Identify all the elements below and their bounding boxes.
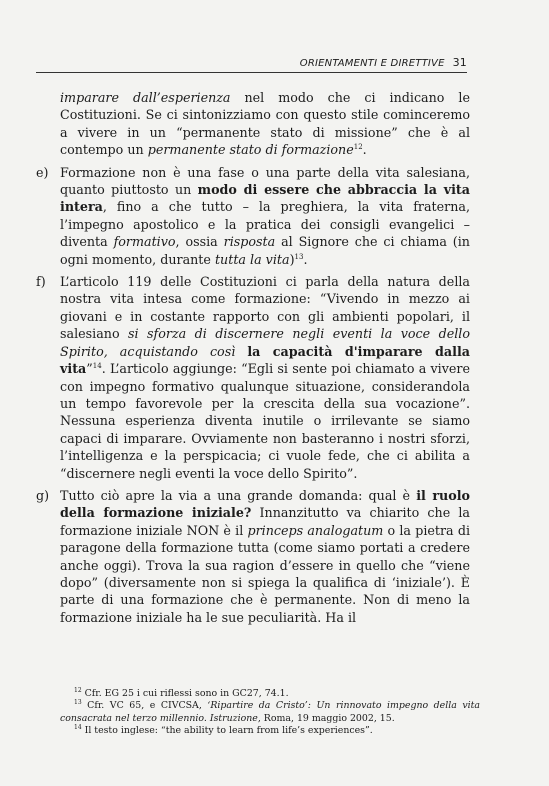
text-run <box>235 344 247 359</box>
footnote-12 <box>60 688 480 700</box>
text-run: nel modo che ci indicano le Costituzioni. Se ci sintonizziamo con questo stile cominceremo a vivere in un “permanente stato di missione” che è al contempo un <box>60 90 470 158</box>
footnote-number: 14 <box>74 724 82 732</box>
list-label-e: e) <box>36 164 49 180</box>
italic-phrase: imparare dall’esperienza <box>60 90 231 105</box>
footnote-ref-13[interactable]: 13 <box>294 252 304 261</box>
text-run: ) <box>289 251 295 267</box>
text-run: L’articolo 119 delle Costituzioni ci parla della natura della nostra vita intesa come formazione: “Vivendo in mezzo ai giovani e in costante rapporto con gli ambienti popolari, il salesiano <box>60 274 470 342</box>
text-run: o la pietra di paragone della formazione tutta (come siamo portati a credere anche oggi). Trova la sua ragion d’essere in quello che “viene dopo” (diversamente non si spiega la qualifica di ‘iniziale’). È parte di una formazione che è permanente. Non di meno la formazione iniziale ha le sue peculiarità. Ha il <box>60 522 470 625</box>
text-run: Tutto ciò apre la via a una grande domanda: qual è <box>60 487 417 503</box>
bold-phrase: modo di essere che abbraccia la vita intera <box>60 182 470 215</box>
paragraph-g <box>36 487 470 626</box>
footnote-italic-title: ‘Ripartire da Cristo’: Un rinnovato impegno della vita consacrata nel terzo millennio. Istruzione <box>60 700 480 724</box>
text-run: , fino a che tutto – la preghiera, la vita fraterna, l’impegno apostolico e la pratica dei consigli evangelici – diventa <box>60 199 470 250</box>
page-number: 31 <box>452 56 467 69</box>
footnote-14 <box>60 725 480 737</box>
footnote-number: 13 <box>74 699 82 707</box>
running-title: ORIENTAMENTI E DIRETTIVE <box>299 58 445 69</box>
list-label-f: f) <box>36 274 46 290</box>
text-run: . L’articolo aggiunge: “Egli si sente poi chiamato a vivere con impegno formativo qualunque situazione, considerandola un tempo favorevole per la crescita della sua vocazione”. Nessuna esperienza diventa inutile o irrilevante se siamo capaci di imparare. Ovviamente non basteranno i nostri sforzi, l’intelligenza e la perspicacia; ci vuole fede, che ci abilita a “discernere negli eventi la voce dello Spirito”. <box>60 361 470 481</box>
text-run: . <box>362 142 367 158</box>
text-run: . <box>303 251 308 267</box>
bold-phrase: il ruolo della formazione iniziale? <box>60 487 470 521</box>
footnote-text: Cfr. VC 65, e CIVCSA, <box>81 700 208 712</box>
main-text <box>36 89 470 626</box>
paragraph-f <box>36 273 470 482</box>
footnote-text: Il testo inglese: “the ability to learn from life’s experiences”. <box>81 725 373 737</box>
bold-phrase: la capacità d'imparare dalla vita <box>60 343 470 377</box>
footnotes <box>60 688 480 738</box>
text-run: ” <box>86 361 93 377</box>
text-run: al Signore che ci chiama (in ogni momento, durante <box>60 234 470 267</box>
intro-paragraph <box>36 89 470 159</box>
footnote-text: , Roma, 19 maggio 2002, 15. <box>257 712 395 724</box>
text-run: , ossia <box>175 234 224 250</box>
running-header <box>36 56 467 73</box>
italic-phrase: si sforza di discernere negli eventi la voce dello Spirito, acquistando così <box>60 326 470 359</box>
italic-phrase: formativo <box>113 234 176 250</box>
footnote-ref-14[interactable]: 14 <box>92 362 102 371</box>
paragraph-e <box>36 164 470 268</box>
footnote-13 <box>60 700 480 725</box>
footnote-number: 12 <box>74 687 82 694</box>
italic-phrase: risposta <box>223 234 276 250</box>
italic-phrase: tutta la vita <box>214 251 290 267</box>
text-run: Innanzitutto va chiarito che la formazione iniziale NON è il <box>60 505 470 538</box>
footnote-ref-12[interactable]: 12 <box>353 143 363 152</box>
italic-phrase: permanente stato di formazione <box>147 142 354 158</box>
text-run: Formazione non è una fase o una parte della vita salesiana, quanto piuttosto un <box>60 164 470 198</box>
footnote-text: Cfr. EG 25 i cui riflessi sono in GC27, 74.1. <box>81 688 289 699</box>
list-label-g: g) <box>36 487 50 503</box>
italic-phrase: princeps analogatum <box>247 522 384 538</box>
